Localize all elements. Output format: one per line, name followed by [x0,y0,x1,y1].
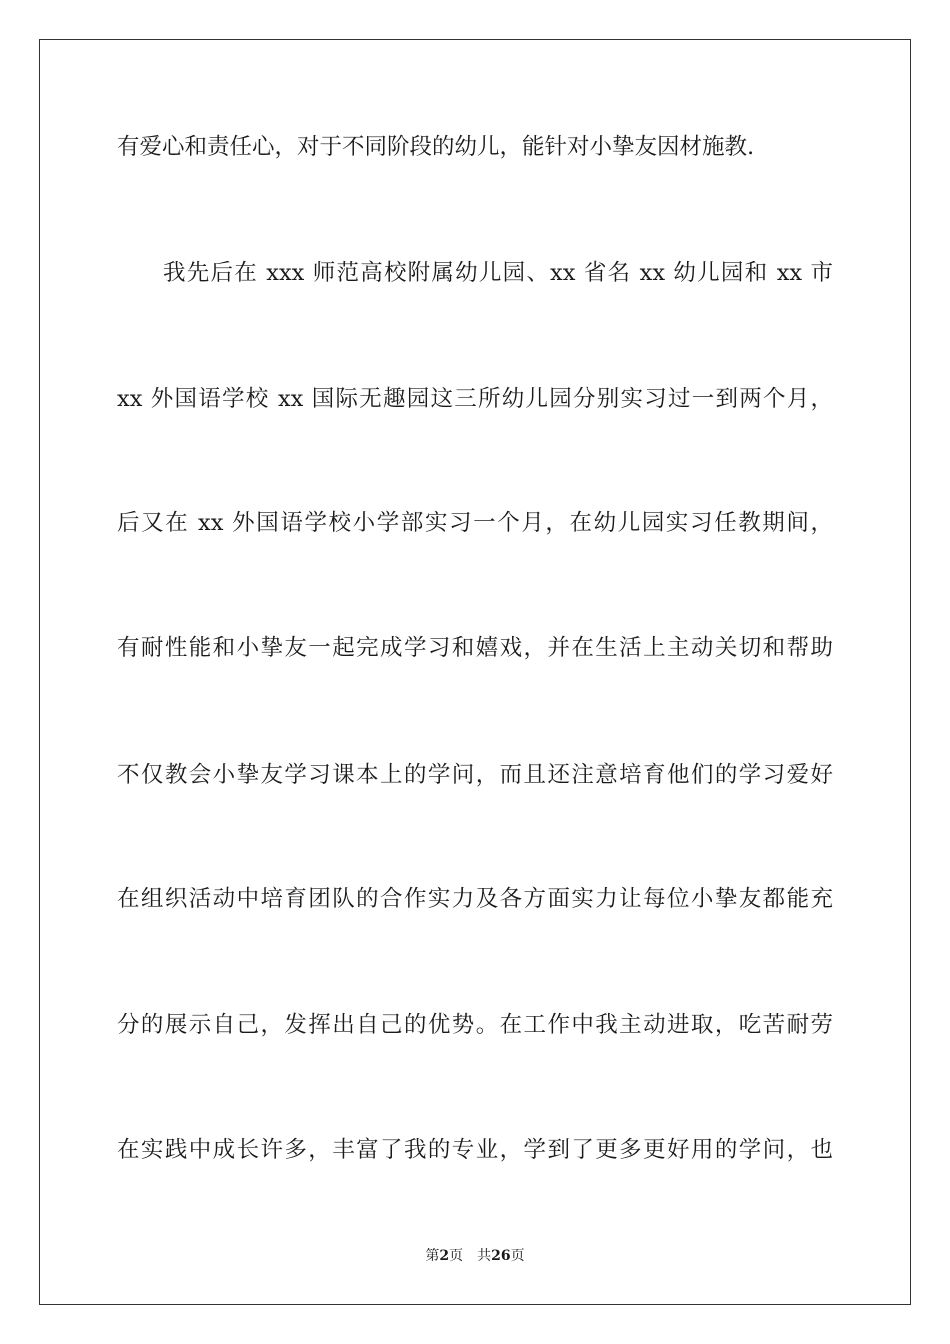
paragraph-first-line: 我先后在 xxx 师范高校附属幼儿园、xx 省名 xx 幼儿园和 xx 市 [163,260,833,286]
body-text-line: xx 外国语学校 xx 国际无趣园这三所幼儿园分别实习过一到两个月， [117,386,833,412]
total-pages-suffix: 页 [510,1248,525,1264]
body-text-line: 分的展示自己，发挥出自己的优势。在工作中我主动进取，吃苦耐劳 [117,1012,833,1038]
body-text-line: 有爱心和责任心，对于不同阶段的幼儿，能针对小挚友因材施教. [117,134,755,160]
body-text-line: 在组织活动中培育团队的合作实力及各方面实力让每位小挚友都能充 [117,886,833,912]
body-text-line: 在实践中成长许多，丰富了我的专业，学到了更多更好用的学问，也 [117,1137,833,1163]
body-text-line: 有耐性能和小挚友一起完成学习和嬉戏，并在生活上主动关切和帮助 [117,635,833,661]
total-pages-prefix: 共 [477,1248,492,1264]
total-pages-number: 26 [491,1248,511,1264]
current-page-number: 2 [439,1248,450,1264]
page-footer [0,1246,950,1266]
body-text-line: 后又在 xx 外国语学校小学部实习一个月，在幼儿园实习任教期间， [117,510,833,536]
page-number-suffix: 页 [449,1248,464,1264]
body-text-line: 不仅教会小挚友学习课本上的学问，而且还注意培育他们的学习爱好 [117,762,833,788]
page-border [39,39,911,1305]
page-number-prefix: 第 [425,1248,440,1264]
